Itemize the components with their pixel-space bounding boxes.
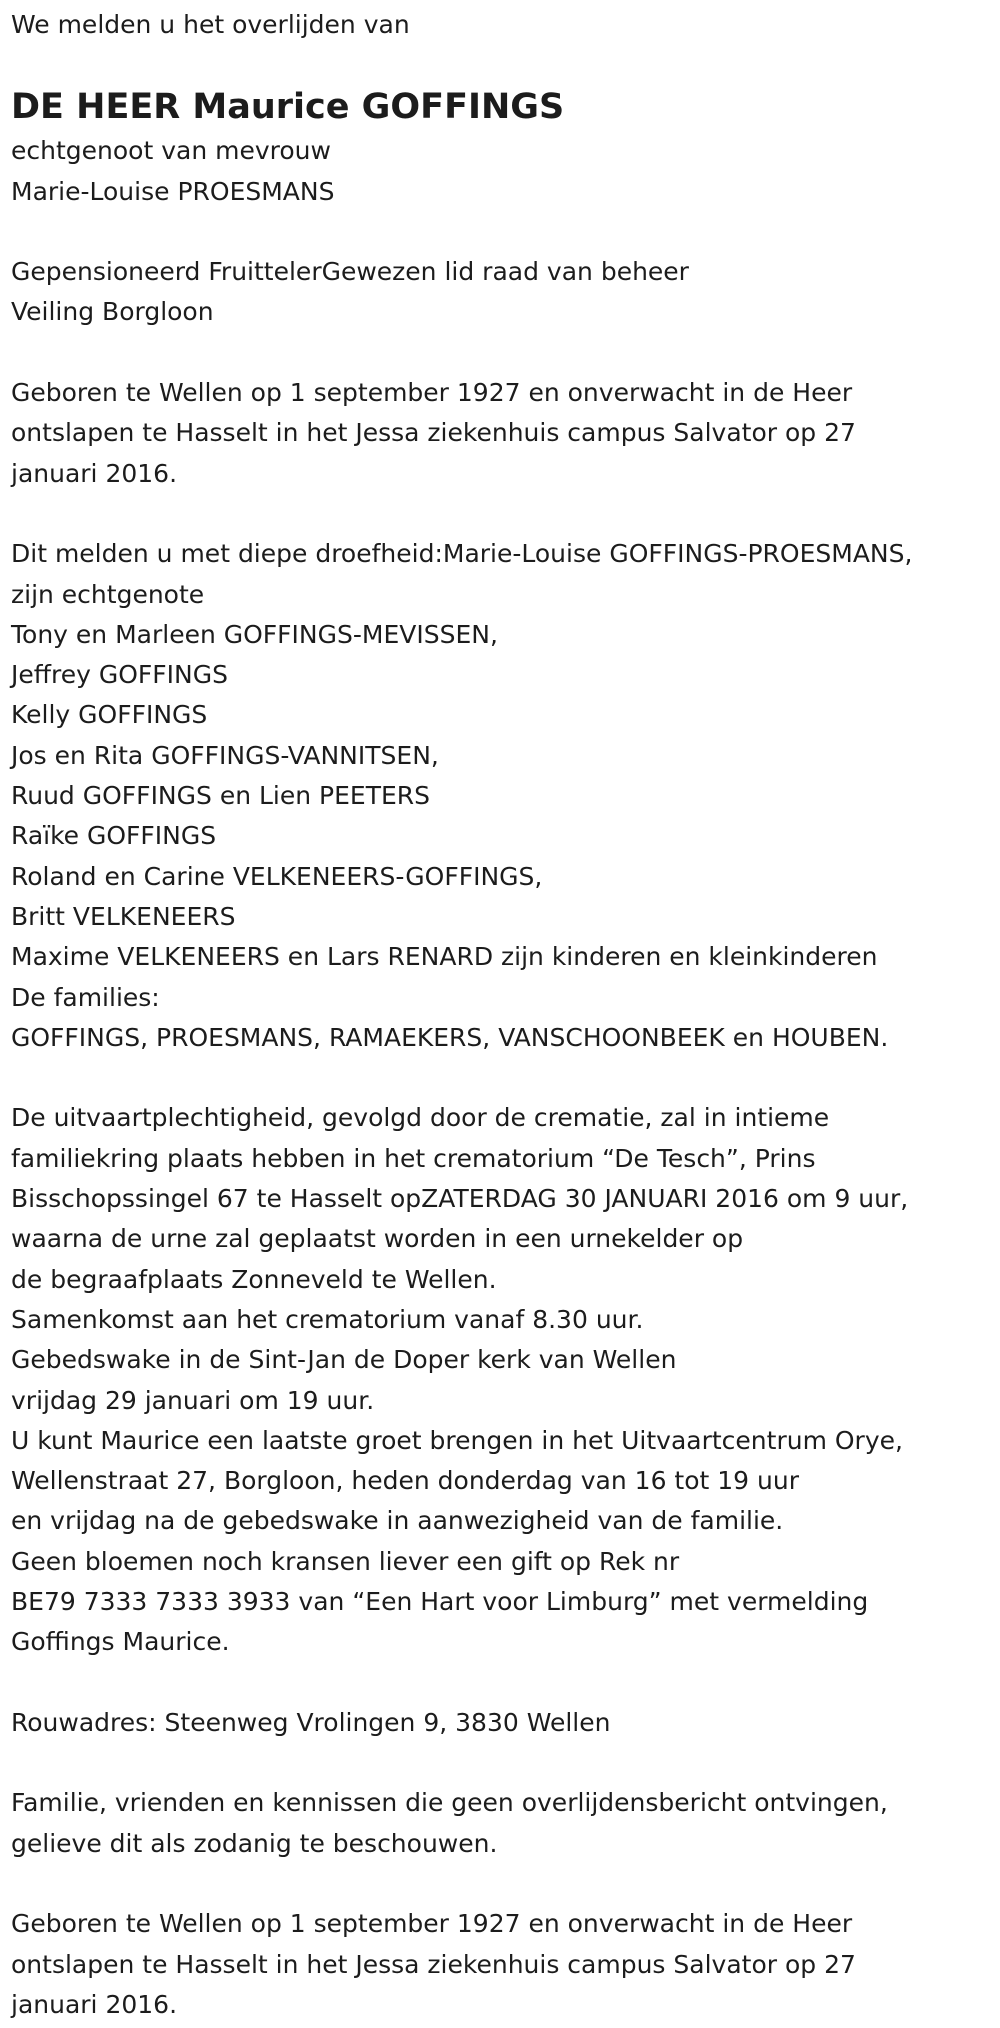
spacer	[11, 1743, 996, 1783]
family-line: Maxime VELKENEERS en Lars RENARD zijn kinderen en kleinkinderen	[11, 942, 878, 972]
spouse-line: echtgenoot van mevrouw	[11, 136, 331, 166]
notice-block	[11, 1783, 996, 1864]
intro-text: We melden u het overlijden van	[11, 10, 410, 39]
spacer	[11, 1663, 996, 1703]
family-line: Raïke GOFFINGS	[11, 821, 217, 851]
ceremony-line: Samenkomst aan het crematorium vanaf 8.30 uur.	[11, 1304, 644, 1334]
notice-line: Familie, vrienden en kennissen die geen overlijdensbericht ontvingen,	[11, 1788, 888, 1818]
family-line: Jeffrey GOFFINGS	[11, 660, 228, 690]
notice-line: gelieve dit als zodanig te beschouwen.	[11, 1828, 498, 1858]
ceremony-line: vrijdag 29 januari om 19 uur.	[11, 1385, 375, 1415]
family-line: De families:	[11, 982, 160, 1012]
spacer	[11, 494, 996, 534]
ceremony-line: Geen bloemen noch kransen liever een gift op Rek nr	[11, 1546, 680, 1576]
ceremony-line: de begraafplaats Zonneveld te Wellen.	[11, 1264, 497, 1294]
ceremony-line: waarna de urne zal geplaatst worden in een urnekelder op	[11, 1224, 744, 1254]
ceremony-line: De uitvaartplechtigheid, gevolgd door de crematie, zal in intieme	[11, 1103, 830, 1133]
birth-death-line: januari 2016.	[11, 458, 178, 488]
ceremony-line: Wellenstraat 27, Borgloon, heden donderdag van 16 tot 19 uur	[11, 1466, 799, 1496]
spacer	[11, 1864, 996, 1904]
birth-death-repeat-block	[11, 1904, 996, 2025]
birth-death-line: Geboren te Wellen op 1 september 1927 en onverwacht in de Heer	[11, 1909, 853, 1939]
ceremony-line: BE79 7333 7333 3933 van “Een Hart voor Limburg” met vermelding	[11, 1586, 869, 1616]
spouse-line: Marie-Louise PROESMANS	[11, 176, 335, 206]
family-line: Ruud GOFFINGS en Lien PEETERS	[11, 781, 431, 811]
deceased-name: DE HEER Maurice GOFFINGS	[11, 87, 565, 128]
family-line: Dit melden u met diepe droefheid:Marie-Louise GOFFINGS-PROESMANS,	[11, 539, 913, 569]
occupation-line: Gepensioneerd FruittelerGewezen lid raad van beheer	[11, 257, 689, 287]
family-line: Roland en Carine VELKENEERS-GOFFINGS,	[11, 861, 543, 891]
family-line: Tony en Marleen GOFFINGS-MEVISSEN,	[11, 619, 498, 649]
spacer	[11, 333, 996, 373]
spacer	[11, 212, 996, 252]
spacer	[11, 1058, 996, 1098]
ceremony-block	[11, 1098, 996, 1662]
address-line: Rouwadres: Steenweg Vrolingen 9, 3830 Wellen	[11, 1707, 611, 1737]
ceremony-line: Bisschopssingel 67 te Hasselt opZATERDAG 30 JANUARI 2016 om 9 uur,	[11, 1184, 909, 1214]
ceremony-line: U kunt Maurice een laatste groet brengen in het Uitvaartcentrum Orye,	[11, 1425, 903, 1455]
ceremony-line: en vrijdag na de gebedswake in aanwezigheid van de familie.	[11, 1506, 784, 1536]
family-line: Jos en Rita GOFFINGS-VANNITSEN,	[11, 740, 439, 770]
ceremony-line: Gebedswake in de Sint-Jan de Doper kerk van Wellen	[11, 1345, 677, 1375]
birth-death-block	[11, 373, 996, 494]
family-line: Kelly GOFFINGS	[11, 700, 208, 730]
family-block	[11, 534, 996, 1058]
birth-death-line: ontslapen te Hasselt in het Jessa ziekenhuis campus Salvator op 27	[11, 418, 856, 448]
birth-death-line: januari 2016.	[11, 1989, 178, 2019]
ceremony-line: Goffings Maurice.	[11, 1627, 230, 1657]
birth-death-line: ontslapen te Hasselt in het Jessa ziekenhuis campus Salvator op 27	[11, 1949, 856, 1979]
family-line: zijn echtgenote	[11, 579, 205, 609]
occupation-block	[11, 252, 996, 333]
spouse-block	[11, 131, 996, 212]
occupation-line: Veiling Borgloon	[11, 297, 214, 327]
obituary-document	[11, 0, 996, 2025]
family-line: GOFFINGS, PROESMANS, RAMAEKERS, VANSCHOONBEEK en HOUBEN.	[11, 1022, 889, 1052]
family-line: Britt VELKENEERS	[11, 901, 236, 931]
birth-death-line: Geboren te Wellen op 1 september 1927 en onverwacht in de Heer	[11, 378, 853, 408]
ceremony-line: familiekring plaats hebben in het crematorium “De Tesch”, Prins	[11, 1143, 816, 1173]
